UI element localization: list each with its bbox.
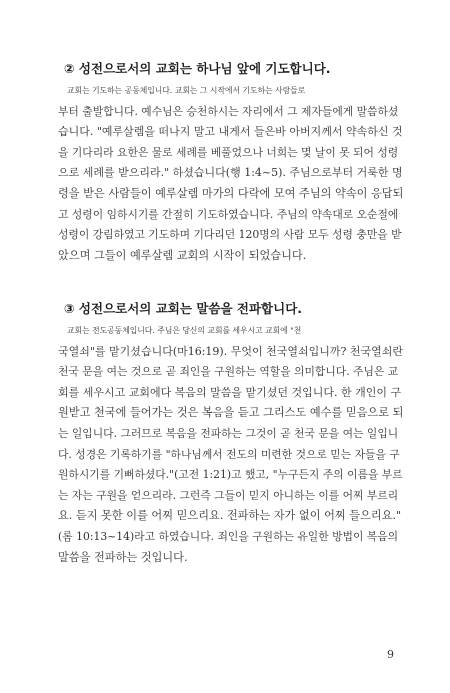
paragraph-line: 는 일입니다. 그러므로 복음을 전파하는 그것이 곧 천국 문을 여는 일입니 bbox=[58, 426, 399, 440]
paragraph-line: 습니다. "예루살렘을 떠나지 말고 내게서 들은바 아버지께서 약속하신 것 bbox=[58, 125, 403, 139]
paragraph-line: 부터 출발합니다. 예수님은 승천하시는 자리에서 그 제자들에게 말씀하셨 bbox=[58, 104, 399, 118]
paragraph-line: 고 성령이 임하시기를 간절히 기도하였습니다. 주님의 약속대로 오순절에 bbox=[58, 207, 399, 221]
paragraph-preaching bbox=[58, 321, 402, 568]
paragraph-line: 교회는 기도하는 공동체입니다. 교회는 그 시작에서 기도하는 사람들로 bbox=[67, 86, 306, 95]
paragraph-line: 국열쇠"를 맡기셨습니다(마16:19). 무엇이 천국열쇠입니까? 천국열쇠란 bbox=[58, 344, 403, 358]
paragraph-line: 말씀을 전파하는 것입니다. bbox=[58, 550, 188, 564]
paragraph-line: 으로 세례를 받으리라." 하셨습니다(행 1:4~5). 주님으로부터 거룩한 명 bbox=[58, 166, 403, 180]
paragraph-line: 는 자는 구원을 얻으리라. 그런즉 그들이 믿지 아니하는 이를 어찌 부르리 bbox=[58, 488, 399, 502]
paragraph-line: 요. 듣지 못한 이를 어찌 믿으리요. 전파하는 자가 없이 어찌 들으리요." bbox=[58, 509, 402, 523]
paragraph-line: 았으며 그들이 예루살렘 교회의 시작이 되었습니다. bbox=[58, 248, 307, 262]
paragraph-line: 교회는 전도공동체입니다. 주님은 당신의 교회를 세우시고 교회에 "천 bbox=[67, 326, 302, 335]
paragraph-line: 천국 문을 여는 것으로 곧 죄인을 구원하는 역할을 의미합니다. 주님은 교 bbox=[58, 365, 399, 379]
paragraph-line: (롬 10:13~14)라고 하였습니다. 죄인을 구원하는 유일한 방법이 복음의 bbox=[58, 529, 399, 543]
paragraph-line: 원하시기를 기뻐하셨다."(고전 1:21)고 했고, "누구든지 주의 이름을 부르 bbox=[58, 468, 403, 482]
section-heading-prayer: ② 성전으로서의 교회는 하나님 앞에 기도합니다. bbox=[64, 61, 331, 76]
paragraph-line: 원받고 천국에 들어가는 것은 복음을 듣고 그리스도 예수를 믿음으로 되 bbox=[58, 406, 404, 420]
paragraph-line: 성령이 강림하였고 기도하며 기다리던 120명의 사람 모두 성령 충만을 받 bbox=[58, 228, 402, 242]
paragraph-prayer bbox=[58, 81, 402, 266]
paragraph-line: 회를 세우시고 교회에다 복음의 말씀을 맡기셨던 것입니다. 한 개인이 구 bbox=[58, 385, 402, 399]
paragraph-line: 을 기다리라 요한은 물로 세례를 베풀었으나 너희는 몇 날이 못 되어 성령 bbox=[58, 145, 399, 159]
paragraph-line: 령을 받은 사람들이 예루살렘 마가의 다락에 모여 주님의 약속이 응답되 bbox=[58, 186, 404, 200]
page-number: 9 bbox=[387, 648, 394, 661]
section-heading-preaching: ③ 성전으로서의 교회는 말씀을 전파합니다. bbox=[64, 301, 303, 316]
paragraph-line: 다. 성경은 기록하기를 "하나님께서 전도의 미련한 것으로 믿는 자들을 구 bbox=[58, 447, 400, 461]
